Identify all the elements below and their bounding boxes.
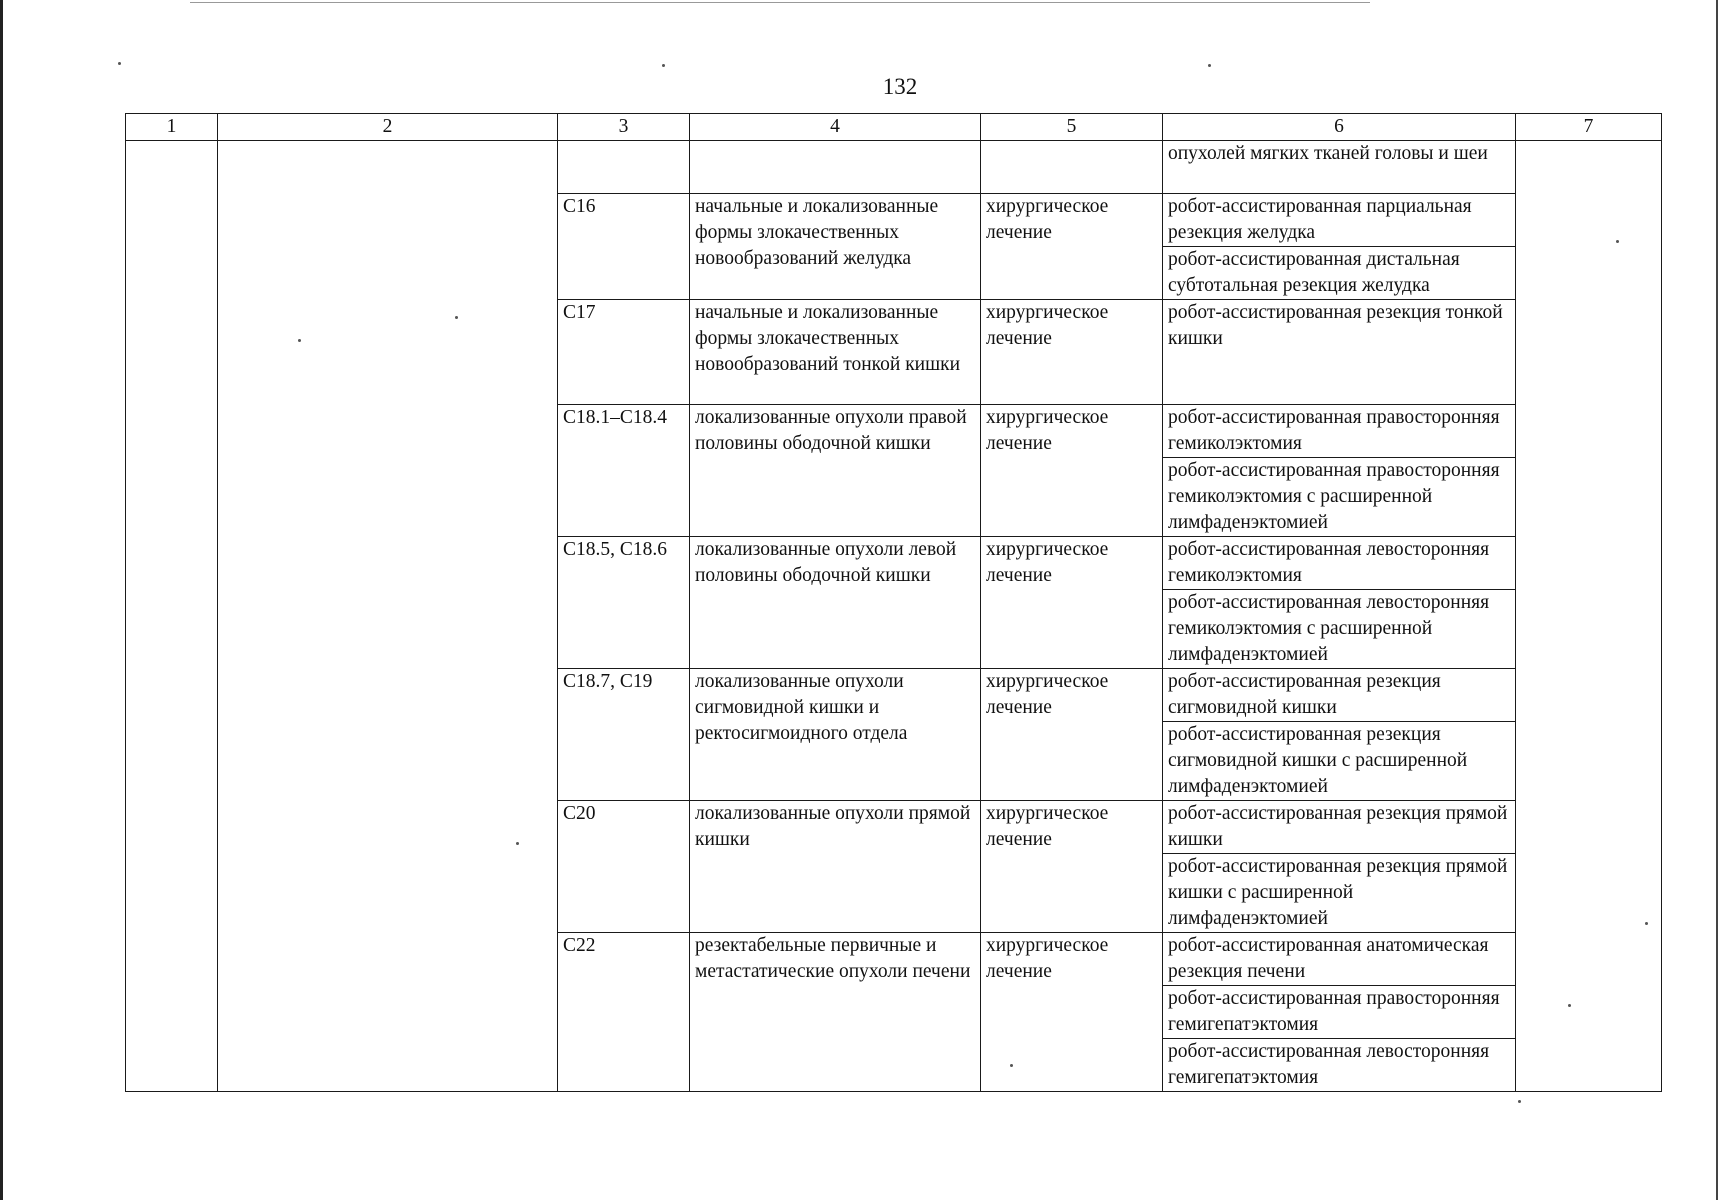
scan-speck	[118, 62, 121, 65]
methods-cell	[1163, 933, 1516, 1092]
cell-treatment: хирургическое лечение	[981, 300, 1163, 405]
cell-condition: локализованные опухоли правой половины ободочной кишки	[690, 405, 981, 537]
method-item: робот-ассистированная анатомическая резекция печени	[1163, 933, 1515, 986]
methods-cell	[1163, 405, 1516, 537]
method-item: робот-ассистированная резекция сигмовидной кишки с расширенной лимфаденэктомией	[1168, 724, 1468, 797]
method-item: робот-ассистированная правосторонняя гемиколэктомия с расширенной лимфаденэктомией	[1168, 460, 1500, 533]
cell-treatment: хирургическое лечение	[981, 933, 1163, 1092]
method-item: робот-ассистированная левосторонняя гемигепатэктомия	[1168, 1041, 1490, 1088]
cell-code: C16	[558, 194, 690, 300]
methods-cell	[1163, 300, 1516, 405]
column-header: 1	[126, 114, 218, 141]
methods-cell	[1163, 801, 1516, 933]
table-row	[126, 141, 1662, 194]
cell-code-empty	[558, 141, 690, 194]
method-item: робот-ассистированная резекция прямой кишки с расширенной лимфаденэктомией	[1168, 856, 1508, 929]
scan-speck	[1208, 64, 1211, 67]
method-item: робот-ассистированная правосторонняя гемигепатэктомия	[1163, 986, 1515, 1039]
method-item: робот-ассистированная парциальная резекция желудка	[1163, 194, 1515, 247]
cell-col1-empty	[126, 141, 218, 1092]
method-item: робот-ассистированная резекция тонкой кишки	[1168, 302, 1503, 349]
cell-condition: локализованные опухоли левой половины ободочной кишки	[690, 537, 981, 669]
methods-cell	[1163, 669, 1516, 801]
cell-condition: начальные и локализованные формы злокачественных новообразований тонкой кишки	[690, 300, 981, 405]
services-table	[125, 113, 1662, 1092]
scan-speck	[662, 64, 665, 67]
column-header: 4	[690, 114, 981, 141]
method-item: робот-ассистированная левосторонняя гемиколэктомия	[1163, 537, 1515, 590]
cell-col2-empty	[218, 141, 558, 1092]
cell-code: C18.1–C18.4	[558, 405, 690, 537]
column-header: 3	[558, 114, 690, 141]
method-item: робот-ассистированная правосторонняя гемиколэктомия	[1163, 405, 1515, 458]
cell-treatment: хирургическое лечение	[981, 537, 1163, 669]
scan-edge-left	[0, 0, 3, 1200]
methods-cell	[1163, 537, 1516, 669]
methods-cell	[1163, 194, 1516, 300]
cell-treatment-empty	[981, 141, 1163, 194]
cell-condition: локализованные опухоли прямой кишки	[690, 801, 981, 933]
scan-speck	[1518, 1100, 1521, 1103]
methods-cell	[1163, 141, 1516, 194]
method-item: робот-ассистированная левосторонняя гемиколэктомия с расширенной лимфаденэктомией	[1168, 592, 1490, 665]
cell-treatment: хирургическое лечение	[981, 669, 1163, 801]
cell-treatment: хирургическое лечение	[981, 194, 1163, 300]
cell-condition: локализованные опухоли сигмовидной кишки и ректосигмоидного отдела	[690, 669, 981, 801]
page-number: 132	[882, 74, 918, 99]
column-header: 7	[1516, 114, 1662, 141]
cell-condition: резектабельные первичные и метастатические опухоли печени	[690, 933, 981, 1092]
cell-treatment: хирургическое лечение	[981, 405, 1163, 537]
method-item: робот-ассистированная резекция сигмовидной кишки	[1163, 669, 1515, 722]
cell-code: C22	[558, 933, 690, 1092]
cell-code: C18.7, C19	[558, 669, 690, 801]
scan-top-line	[190, 2, 1370, 3]
cell-treatment: хирургическое лечение	[981, 801, 1163, 933]
cell-condition-empty	[690, 141, 981, 194]
cell-code: C18.5, C18.6	[558, 537, 690, 669]
cell-code: C17	[558, 300, 690, 405]
method-item: опухолей мягких тканей головы и шеи	[1168, 143, 1488, 164]
scan-edge-right	[1716, 0, 1718, 1200]
method-item: робот-ассистированная резекция прямой кишки	[1163, 801, 1515, 854]
cell-condition: начальные и локализованные формы злокачественных новообразований желудка	[690, 194, 981, 300]
cell-col7-empty	[1516, 141, 1662, 1092]
column-header: 2	[218, 114, 558, 141]
cell-code: C20	[558, 801, 690, 933]
column-header: 5	[981, 114, 1163, 141]
column-header: 6	[1163, 114, 1516, 141]
method-item: робот-ассистированная дистальная субтотальная резекция желудка	[1168, 249, 1460, 296]
column-number-row	[126, 114, 1662, 141]
